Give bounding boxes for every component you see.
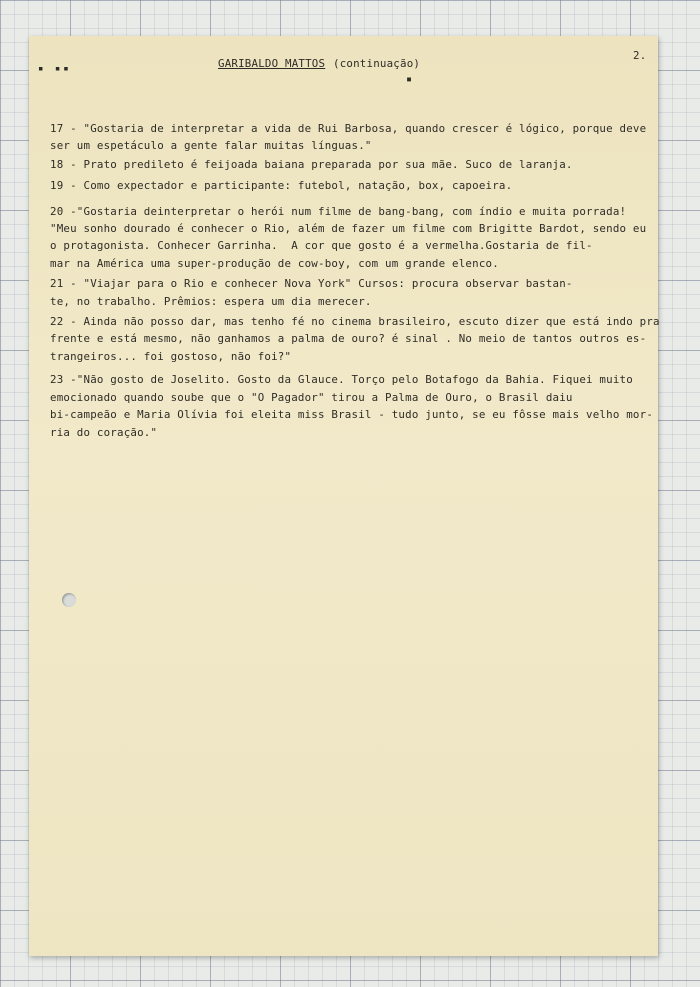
page-number: 2. (633, 49, 647, 62)
typewritten-page (29, 36, 658, 956)
paragraph-line: o protagonista. Conhecer Garrinha. A cor que gosto é a vermelha.Gostaria de fil- (50, 239, 593, 253)
paragraph-line: 19 - Como expectador e participante: futebol, natação, box, capoeira. (50, 179, 513, 193)
paragraph-19 (50, 177, 650, 194)
paragraph-line: 22 - Ainda não posso dar, mas tenho fé no cinema brasileiro, escuto dizer que está indo pra (50, 315, 660, 329)
paragraph-line: 21 - "Viajar para o Rio e conhecer Nova York" Cursos: procura observar bastan- (50, 277, 573, 291)
paragraph-line: mar na América uma super-produção de cow-boy, com um grande elenco. (50, 256, 499, 270)
paragraph-line: trangeiros... foi gostoso, não foi?" (50, 349, 292, 363)
paragraph-22 (50, 313, 660, 365)
stray-ink-marks: ▪ ▪▪ (38, 64, 72, 74)
paragraph-line: emocionado quando soube que o "O Pagador" tirou a Palma de Ouro, o Brasil daiu (50, 390, 573, 404)
paragraph-line: 17 - "Gostaria de interpretar a vida de Rui Barbosa, quando crescer é lógico, porque deve (50, 122, 647, 135)
paragraph-20 (50, 203, 650, 273)
document-body (50, 120, 660, 446)
paragraph-17 (50, 120, 650, 155)
paragraph-line: ria do coração." (50, 425, 158, 439)
paragraph-18 (50, 156, 650, 173)
paragraph-line: bi-campeão e Maria Olívia foi eleita miss Brasil - tudo junto, se eu fôsse mais velho mor- (50, 408, 654, 422)
continuation-note: (continuação) (333, 57, 421, 70)
punch-hole (62, 593, 76, 607)
paragraph-line: "Meu sonho dourado é conhecer o Rio, além de fazer um filme com Brigitte Bardot, sendo eu (50, 222, 647, 236)
paragraph-line: ser um espetáculo a gente falar muitas línguas." (50, 139, 372, 153)
paragraph-line: frente e está mesmo, não ganhamos a palma de ouro? é sinal . No meio de tantos outros es- (50, 332, 647, 346)
page-title: GARIBALDO MATTOS (218, 57, 326, 70)
paragraph-line: 23 -"Não gosto de Joselito. Gosto da Glauce. Torço pelo Botafogo da Bahia. Fiquei muito (50, 373, 633, 387)
paragraph-line: 18 - Prato predileto é feijoada baiana preparada por sua mãe. Suco de laranja. (50, 157, 573, 171)
paragraph-line: te, no trabalho. Prêmios: espera um dia merecer. (50, 294, 372, 308)
paragraph-line: 20 -"Gostaria deinterpretar o herói num filme de bang-bang, com índio e muita porrada! (50, 204, 627, 218)
paragraph-21 (50, 275, 650, 310)
ink-smudge: ▪ (406, 74, 413, 85)
paragraph-23 (50, 371, 654, 441)
